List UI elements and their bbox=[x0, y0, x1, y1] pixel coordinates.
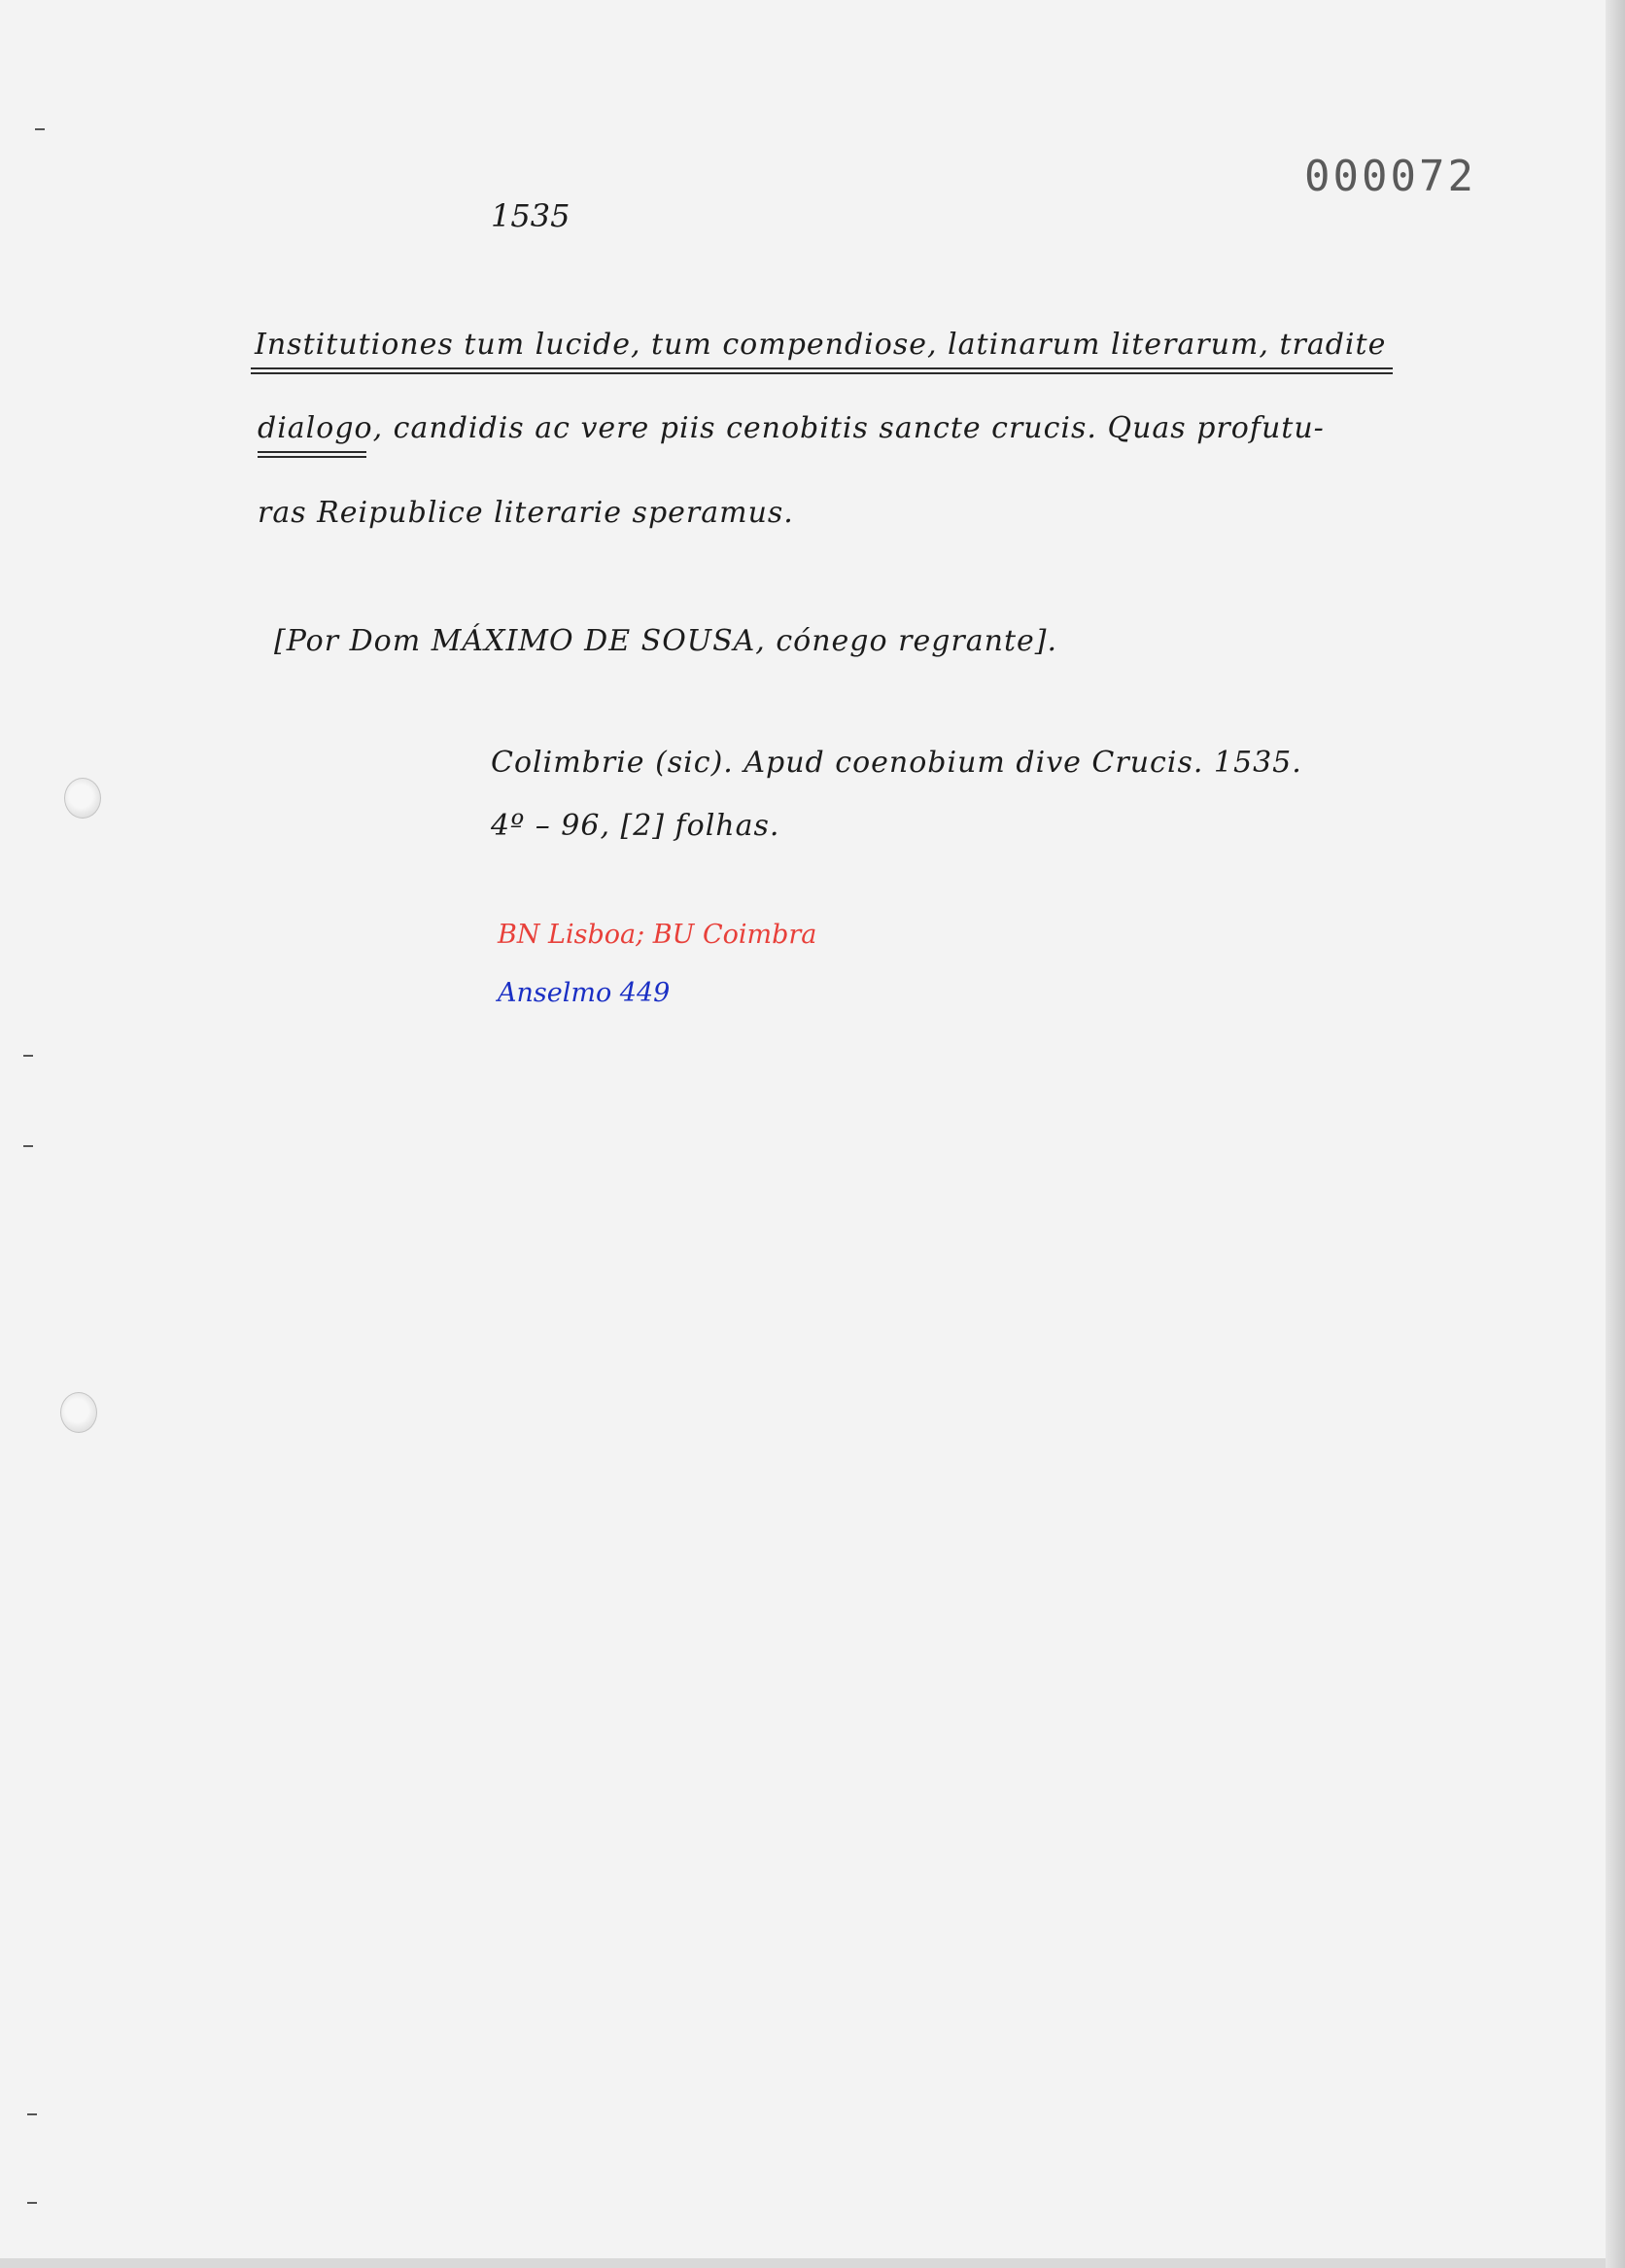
record-number-stamp: 000072 bbox=[1304, 152, 1476, 201]
margin-mark bbox=[23, 1055, 33, 1057]
margin-mark bbox=[23, 1145, 33, 1147]
margin-mark bbox=[27, 2202, 37, 2204]
holdings-locations: BN Lisboa; BU Coimbra bbox=[498, 920, 817, 950]
imprint-line: Colimbrie (sic). Apud coenobium dive Crucis. 1535. bbox=[491, 746, 1302, 780]
punch-hole bbox=[60, 1392, 97, 1433]
page-edge-shadow bbox=[1606, 0, 1625, 2268]
bibliographic-reference: Anselmo 449 bbox=[498, 978, 671, 1008]
title-line-2: dialogo, candidis ac vere piis cenobitis sancte crucis. Quas profutu- bbox=[258, 411, 1325, 445]
punch-hole bbox=[64, 778, 101, 819]
margin-mark bbox=[35, 128, 45, 130]
year-heading: 1535 bbox=[491, 197, 570, 234]
title-double-underline bbox=[251, 367, 1393, 374]
title-line-3: ras Reipublice literarie speramus. bbox=[258, 496, 794, 530]
title-line-1: Institutiones tum lucide, tum compendiose, latinarum literarum, tradite bbox=[255, 328, 1387, 362]
author-attribution: [Por Dom MÁXIMO DE SOUSA, cónego regrante]. bbox=[274, 624, 1057, 658]
collation-line: 4º – 96, [2] folhas. bbox=[491, 809, 780, 843]
title-double-underline-end bbox=[258, 451, 366, 458]
margin-mark bbox=[27, 2113, 37, 2115]
